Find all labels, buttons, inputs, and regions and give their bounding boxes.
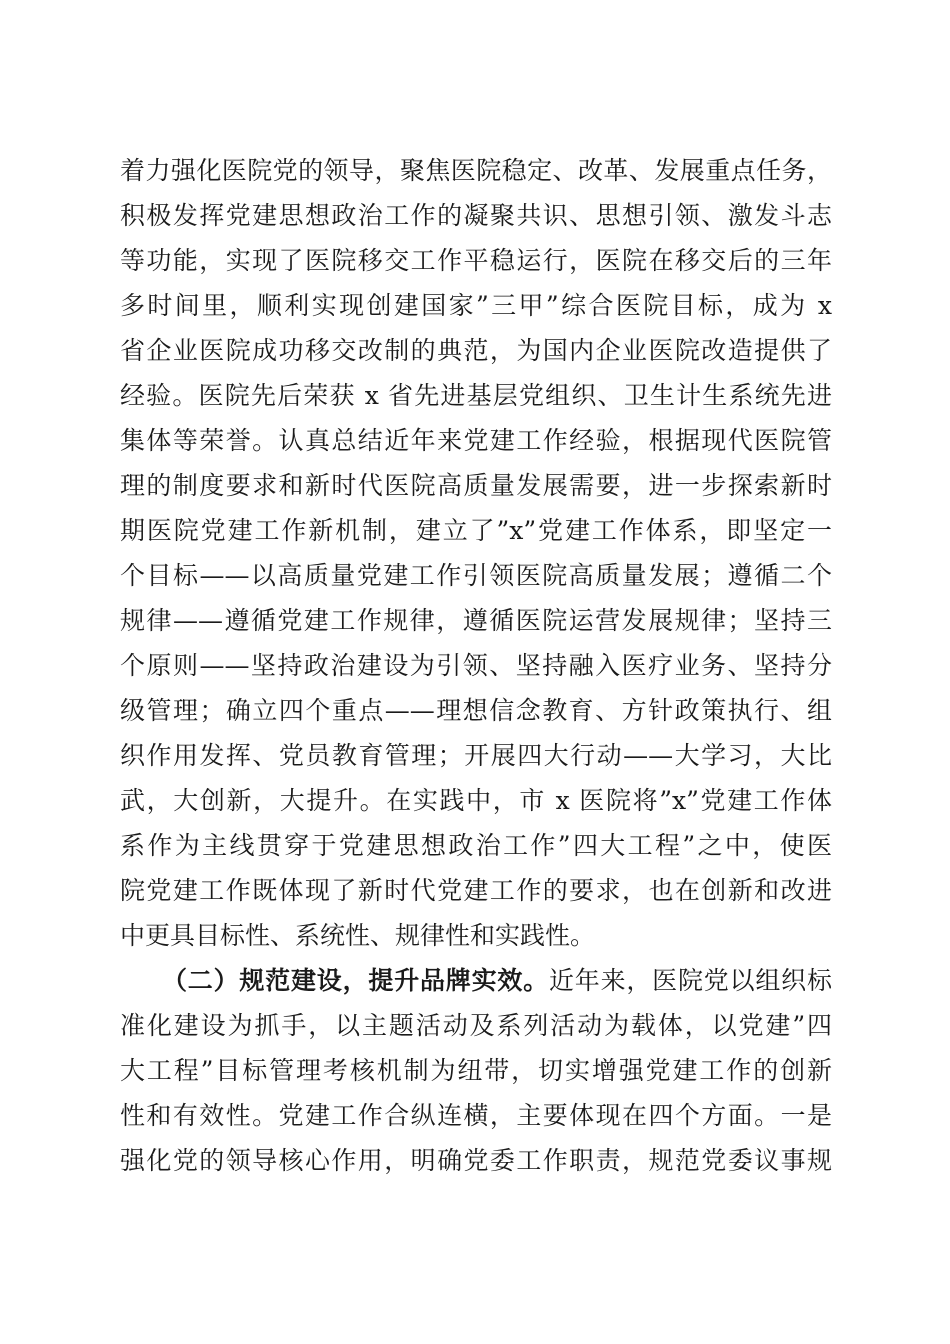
text-line: 织作用发挥、党员教育管理；开展四大行动——大学习，大比 — [120, 741, 832, 770]
text-line: 个目标——以高质量党建工作引领医院高质量发展；遵循二个 — [120, 561, 832, 590]
heading-line-rest: 近年来，医院党以组织标 — [548, 966, 832, 995]
text-line: 性和有效性。党建工作合纵连横，主要体现在四个方面。一是 — [120, 1101, 832, 1130]
text-line: 等功能，实现了医院移交工作平稳运行，医院在移交后的三年 — [120, 246, 832, 275]
text-line: 积极发挥党建思想政治工作的凝聚共识、思想引领、激发斗志 — [120, 201, 832, 230]
paragraph-2 — [120, 958, 832, 1183]
text-line: 大工程”目标管理考核机制为纽带，切实增强党建工作的创新 — [120, 1056, 832, 1085]
text-line: 集体等荣誉。认真总结近年来党建工作经验，根据现代医院管 — [120, 426, 832, 455]
text-line: 规律——遵循党建工作规律，遵循医院运营发展规律；坚持三 — [120, 606, 832, 635]
text-line: 强化党的领导核心作用，明确党委工作职责，规范党委议事规 — [120, 1146, 832, 1175]
text-line: 省企业医院成功移交改制的典范，为国内企业医院改造提供了 — [120, 336, 832, 365]
text-line: 级管理；确立四个重点——理想信念教育、方针政策执行、组 — [120, 696, 832, 725]
text-line-heading — [120, 958, 832, 1003]
text-line: 理的制度要求和新时代医院高质量发展需要，进一步探索新时 — [120, 471, 832, 500]
text-line: 多时间里，顺利实现创建国家”三甲”综合医院目标，成为 x — [120, 291, 832, 320]
text-line: 中更具目标性、系统性、规律性和实践性。 — [120, 921, 596, 950]
text-line: 期医院党建工作新机制，建立了”x”党建工作体系，即坚定一 — [120, 516, 832, 545]
paragraph-1 — [120, 148, 832, 958]
text-line: 系作为主线贯穿于党建思想政治工作”四大工程”之中，使医 — [120, 831, 832, 860]
text-line: 经验。医院先后荣获 x 省先进基层党组织、卫生计生系统先进 — [120, 381, 832, 410]
body-text — [120, 148, 832, 1183]
text-line: 武，大创新，大提升。在实践中，市 x 医院将”x”党建工作体 — [120, 786, 832, 815]
text-line: 准化建设为抓手，以主题活动及系列活动为载体，以党建”四 — [120, 1011, 832, 1040]
text-line: 院党建工作既体现了新时代党建工作的要求，也在创新和改进 — [120, 876, 832, 905]
section-heading: （二）规范建设，提升品牌实效。 — [162, 966, 549, 995]
text-line: 个原则——坚持政治建设为引领、坚持融入医疗业务、坚持分 — [120, 651, 832, 680]
text-line: 着力强化医院党的领导，聚焦医院稳定、改革、发展重点任务， — [120, 156, 832, 185]
